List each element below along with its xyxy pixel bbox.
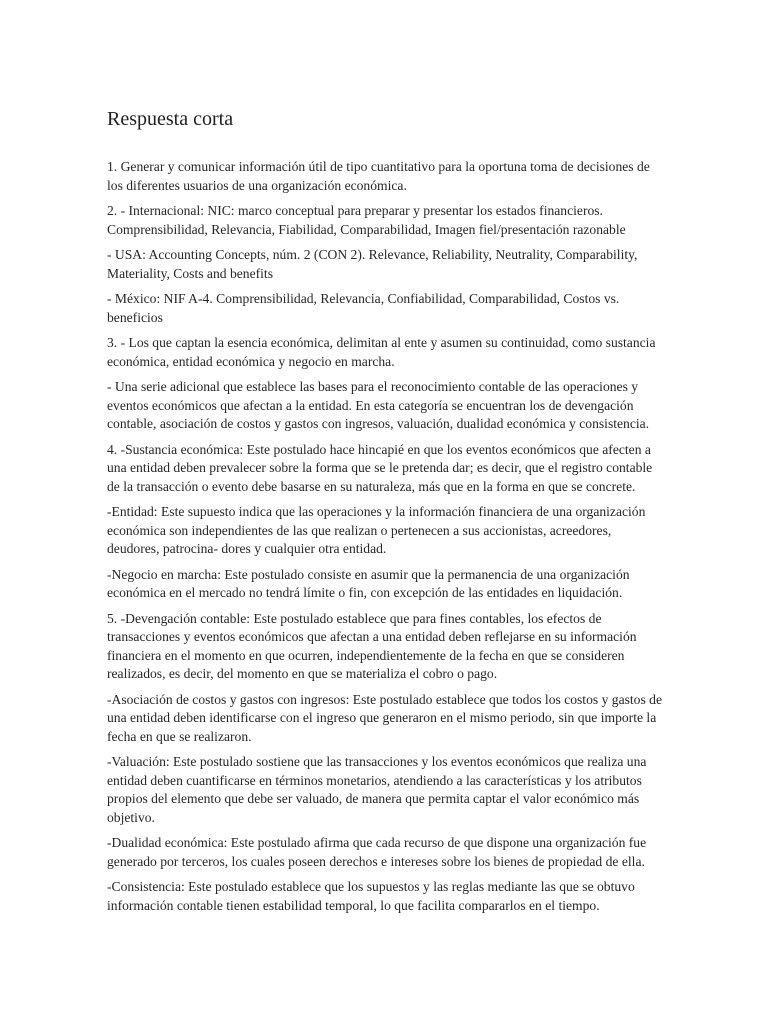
document-title: Respuesta corta	[107, 108, 234, 130]
document-page	[107, 107, 663, 922]
paragraph-9: -Negocio en marcha: Este postulado consiste en asumir que la permanencia de una organización económica en el mercado no tendrá límite o fin, con excepción de las entidades en liquidación.	[107, 566, 630, 600]
paragraph-12: -Valuación: Este postulado sostiene que las transacciones y los eventos económicos que realiza una entidad deben cuantificarse en términos monetarios, atendiendo a las características y los atributos propios del elemento que debe ser valuado, de manera que permita captar el valor económico más objetivo.	[107, 754, 647, 825]
paragraph-5: 3. - Los que captan la esencia económica, delimitan al ente y asumen su continuidad, como sustancia económica, entidad económica y negocio en marcha.	[107, 335, 656, 369]
paragraph-8: -Entidad: Este supuesto indica que las operaciones y la información financiera de una organización económica son independientes de las que realizan o pertenecen a sus accionistas, acreedores, deudores, patrocina- dores y cualquier otra entidad.	[107, 504, 646, 556]
paragraph-10: 5. -Devengación contable: Este postulado establece que para fines contables, los efectos de transacciones y eventos económicos que afectan a una entidad deben reflejarse en su información financiera en el momento en que ocurren, independientemente de la fecha en que se consideren realizados, es decir, del momento en que se materializa el cobro o pago.	[107, 610, 637, 681]
paragraph-4: - México: NIF A-4. Comprensibilidad, Relevancia, Confiabilidad, Comparabilidad, Costos vs. beneficios	[107, 291, 620, 325]
paragraph-1: 1. Generar y comunicar información útil de tipo cuantitativo para la oportuna toma de decisiones de los diferentes usuarios de una organización económica.	[107, 159, 650, 193]
paragraph-2: 2. - Internacional: NIC: marco conceptual para preparar y presentar los estados financieros. Comprensibilidad, Relevancia, Fiabilidad, Comparabilidad, Imagen fiel/presentación razonable	[107, 203, 626, 237]
paragraph-3: - USA: Accounting Concepts, núm. 2 (CON 2). Relevance, Reliability, Neutrality, Comparability, Materiality, Costs and benefits	[107, 247, 638, 281]
paragraph-13: -Dualidad económica: Este postulado afirma que cada recurso de que dispone una organización fue generado por terceros, los cuales poseen derechos e intereses sobre los bienes de propiedad de ella.	[107, 835, 647, 869]
paragraph-6: - Una serie adicional que establece las bases para el reconocimiento contable de las operaciones y eventos económicos que afectan a la entidad. En esta categoría se encuentran los de devengación contable, asociación de costos y gastos con ingresos, valuación, dualidad económica y consistencia.	[107, 379, 650, 431]
paragraph-11: -Asociación de costos y gastos con ingresos: Este postulado establece que todos los costos y gastos de una entidad deben identificarse con el ingreso que generaron en el mismo periodo, sin que importe la fecha en que se realizaron.	[107, 691, 662, 744]
paragraph-14: -Consistencia: Este postulado establece que los supuestos y las reglas mediante las que se obtuvo información contable tienen estabilidad temporal, lo que facilita compararlos en el tiempo.	[107, 879, 635, 913]
paragraph-7: 4. -Sustancia económica: Este postulado hace hincapié en que los eventos económicos que afecten a una entidad deben prevalecer sobre la forma que se le pretenda dar; es decir, que el registro contable de la transacción o evento debe basarse en su naturaleza, más que en la forma en que se concrete.	[107, 441, 653, 494]
